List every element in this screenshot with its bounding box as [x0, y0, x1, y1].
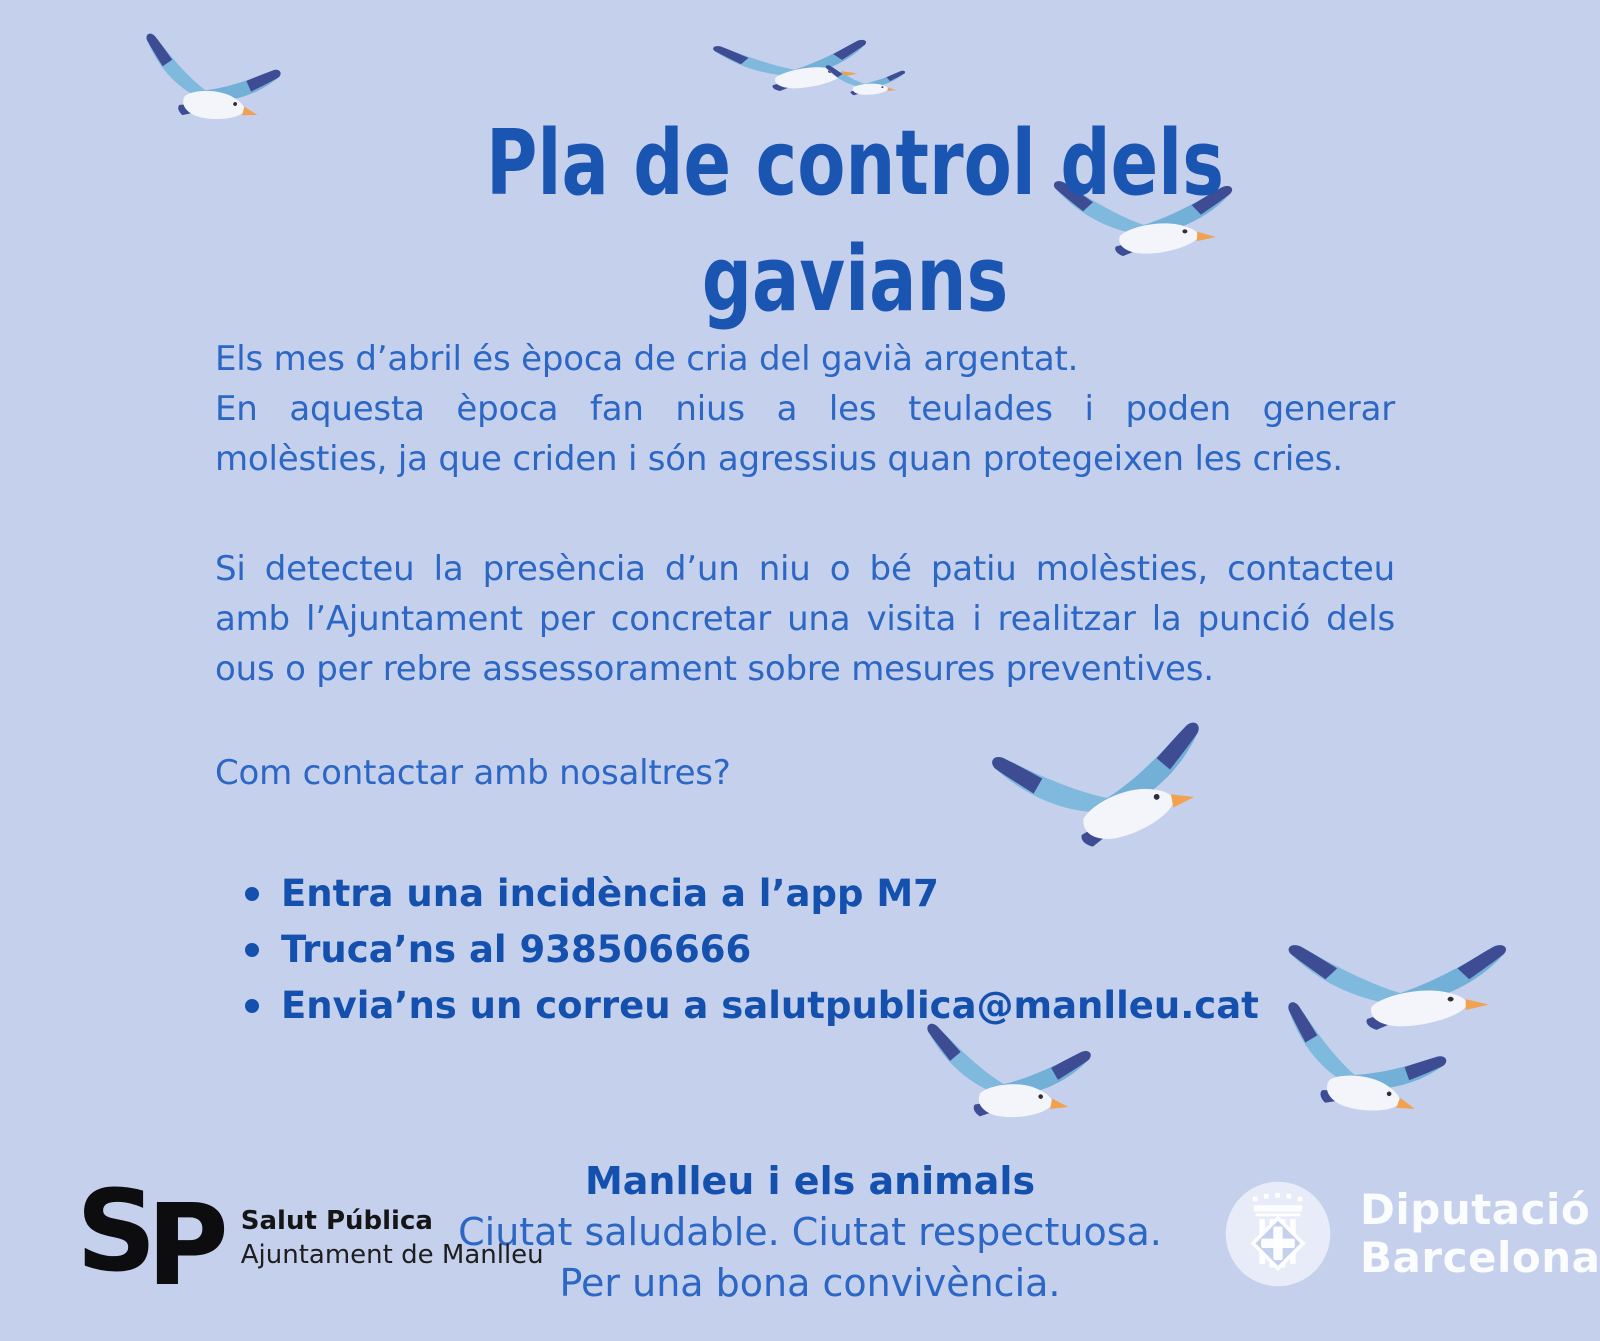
sp-logo-labels [241, 1182, 544, 1272]
diputacio-crest-icon [1222, 1178, 1334, 1290]
detection-line: ous o per rebre assessorament sobre mesures preventives. [215, 649, 1214, 689]
contact-option-phone [215, 922, 1455, 978]
slogan-line: Per una bona convivència. [559, 1261, 1061, 1305]
contact-options-list [215, 866, 1455, 1034]
contact-option-label: Entra una incidència a l’app M7 [281, 872, 939, 915]
diputacio-line1: Diputació [1360, 1185, 1591, 1234]
page-title-line2: gavians [701, 227, 1009, 333]
page-title [55, 106, 1600, 338]
detection-paragraph [215, 544, 1395, 694]
diputacio-logo-text [1360, 1186, 1600, 1282]
detection-line: amb l’Ajuntament per concretar una visita i realitzar la punció dels [215, 599, 1395, 639]
diputacio-barcelona-logo [1222, 1178, 1600, 1290]
intro-paragraph [215, 334, 1395, 484]
intro-line: molèsties, ja que criden i són agressius quan protegeixen les cries. [215, 439, 1343, 479]
detection-line: Si detecteu la presència d’un niu o bé patiu molèsties, contacteu [215, 549, 1395, 589]
diputacio-line2: Barcelona [1360, 1233, 1600, 1282]
slogan-line: Ciutat saludable. Ciutat respectuosa. [458, 1210, 1162, 1254]
salut-publica-logo [76, 1167, 544, 1311]
slogan-title: Manlleu i els animals [584, 1159, 1036, 1203]
sp-logo-name: Salut Pública [240, 1206, 433, 1236]
seagull-icon [809, 55, 917, 104]
page-title-line1: Pla de control dels [485, 111, 1225, 217]
contact-option-label: Envia’ns un correu a salutpublica@manlleu.cat [281, 984, 1259, 1027]
contact-option-label: Truca’ns al 938506666 [281, 928, 752, 971]
contact-option-app [215, 866, 1455, 922]
contact-option-email [215, 978, 1455, 1034]
intro-line: En aquesta època fan nius a les teulades i poden generar [215, 389, 1395, 429]
intro-line: Els mes d’abril és època de cria del gavià argentat. [215, 339, 1079, 379]
sp-logo-org: Ajuntament de Manlleu [240, 1240, 544, 1270]
sp-monogram: S P [76, 1167, 219, 1311]
bullet-dot-icon [245, 943, 259, 957]
contact-question: Com contactar amb nosaltres? [215, 753, 731, 793]
bullet-dot-icon [245, 887, 259, 901]
bullet-dot-icon [245, 999, 259, 1013]
